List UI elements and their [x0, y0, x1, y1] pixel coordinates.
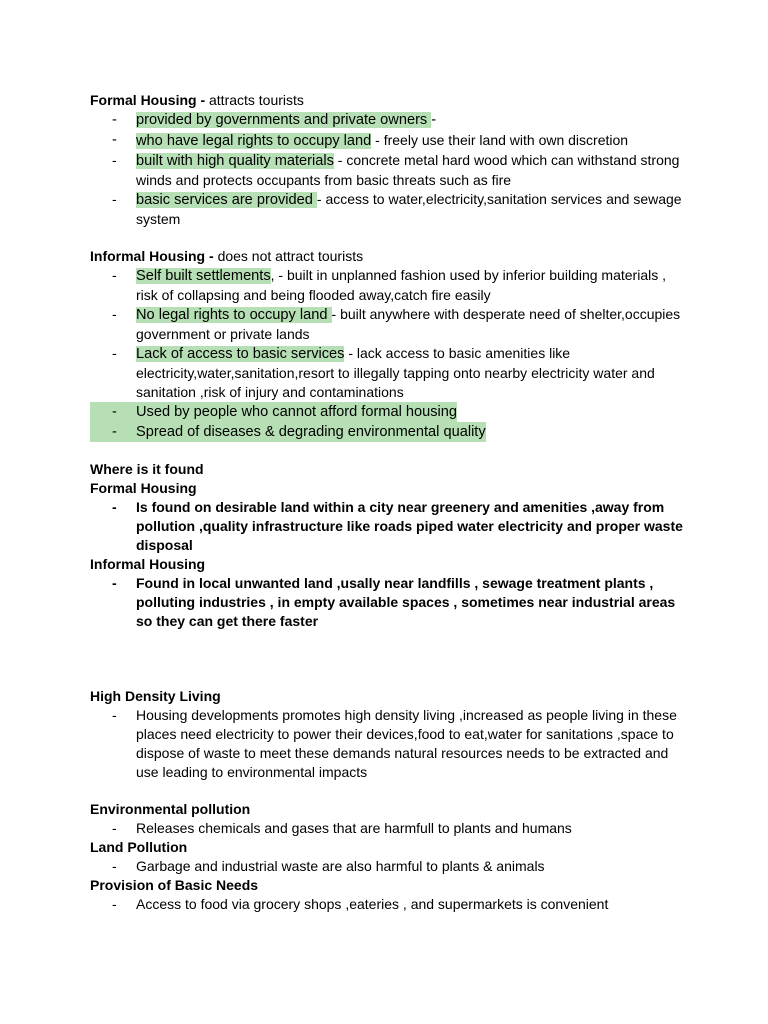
highlighted-text: provided by governments and private owners: [136, 112, 432, 128]
item-text: - lack access to basic amenities like electricity,water,sanitation,resort to illegally tapping onto nearby electricity water and sanitation ,risk of injury and contaminations: [136, 345, 655, 400]
where-informal-list: [90, 574, 690, 631]
item-text: - built anywhere with desperate need of shelter,occupies government or private lands: [136, 306, 681, 342]
formal-heading-label: Formal Housing -: [90, 92, 209, 108]
dash-bullet: -: [112, 345, 117, 361]
list-item: [90, 422, 690, 442]
dash-bullet: -: [112, 306, 117, 322]
dash-bullet: -: [112, 112, 117, 128]
list-item: [90, 130, 690, 151]
list-item: [90, 151, 690, 190]
list-item: [90, 706, 690, 782]
highlighted-row: [90, 402, 457, 422]
item-text: , - built in unplanned fashion used by inferior building materials , risk of collapsing and being flooded away,catch fire easily: [136, 267, 666, 303]
env-list: [90, 819, 690, 838]
dash-bullet: -: [112, 499, 117, 515]
informal-housing-list: [90, 266, 690, 442]
needs-list: [90, 895, 690, 914]
density-heading: High Density Living: [90, 688, 221, 704]
highlighted-text: Lack of access to basic services: [136, 346, 345, 362]
land-heading: Land Pollution: [90, 839, 188, 855]
dash-bullet: -: [112, 575, 117, 591]
highlighted-row: [90, 422, 486, 442]
list-item: [90, 895, 690, 914]
needs-heading: Provision of Basic Needs: [90, 877, 259, 893]
list-item: [90, 498, 690, 555]
dash-bullet: -: [112, 404, 117, 420]
dash-bullet: -: [112, 858, 117, 874]
item-text: Is found on desirable land within a city near greenery and amenities ,away from pollution ,quality infrastructure like roads piped water electricity and proper waste disposal: [136, 499, 683, 553]
list-item: [90, 190, 690, 229]
item-text: Garbage and industrial waste are also harmful to plants & animals: [136, 858, 545, 874]
list-item: [90, 574, 690, 631]
dash-bullet: -: [112, 191, 117, 207]
dash-bullet: -: [112, 267, 117, 283]
formal-housing-heading: [90, 91, 690, 110]
list-item: [90, 266, 690, 305]
item-text: Found in local unwanted land ,usally near landfills , sewage treatment plants , polluting industries , in empty available spaces , sometimes near industrial areas so they can get there faster: [136, 575, 676, 629]
dash-bullet: -: [112, 424, 117, 440]
highlighted-text: Used by people who cannot afford formal housing: [136, 404, 457, 420]
land-list: [90, 857, 690, 876]
where-informal-heading: Informal Housing: [90, 556, 206, 572]
item-text: - concrete metal hard wood which can withstand strong winds and protects occupants from basic threats such as fire: [136, 152, 680, 188]
item-text: - freely use their land with own discretion: [371, 132, 629, 148]
list-item: [90, 110, 690, 130]
item-text: Housing developments promotes high density living ,increased as people living in these places need electricity to power their devices,food to eat,water for sanitations ,space to dispose of waste to meet these demands natural resources needs to be extracted and use leading to environmental impacts: [136, 707, 677, 780]
item-text: - access to water,electricity,sanitation services and sewage system: [136, 191, 682, 227]
list-item: [90, 402, 690, 422]
where-formal-list: [90, 498, 690, 555]
informal-heading-label: Informal Housing -: [90, 248, 218, 264]
item-text: Releases chemicals and gases that are harmfull to plants and humans: [136, 820, 572, 836]
list-item: [90, 305, 690, 344]
dash-bullet: -: [112, 896, 117, 912]
highlighted-text: No legal rights to occupy land: [136, 307, 332, 323]
list-item: [90, 857, 690, 876]
formal-heading-rest: attracts tourists: [209, 92, 304, 108]
informal-housing-heading: [90, 247, 690, 266]
highlighted-text: basic services are provided: [136, 192, 317, 208]
list-item: [90, 344, 690, 402]
dash-bullet: -: [112, 820, 117, 836]
where-formal-heading: Formal Housing: [90, 480, 197, 496]
informal-heading-rest: does not attract tourists: [217, 248, 364, 264]
highlighted-text: who have legal rights to occupy land: [136, 133, 372, 149]
dash-bullet: -: [112, 132, 117, 148]
dash-bullet: -: [112, 152, 117, 168]
item-text: Access to food via grocery shops ,eateries , and supermarkets is convenient: [136, 896, 609, 912]
formal-housing-list: [90, 110, 690, 229]
list-item: [90, 819, 690, 838]
highlighted-text: Self built settlements: [136, 268, 271, 284]
highlighted-text: built with high quality materials: [136, 153, 334, 169]
dash-bullet: -: [112, 707, 117, 723]
item-text: -: [431, 112, 437, 128]
where-heading: Where is it found: [90, 461, 204, 477]
document-page: [90, 91, 690, 914]
density-list: [90, 706, 690, 782]
highlighted-text: Spread of diseases & degrading environmental quality: [136, 424, 486, 440]
env-heading: Environmental pollution: [90, 801, 251, 817]
